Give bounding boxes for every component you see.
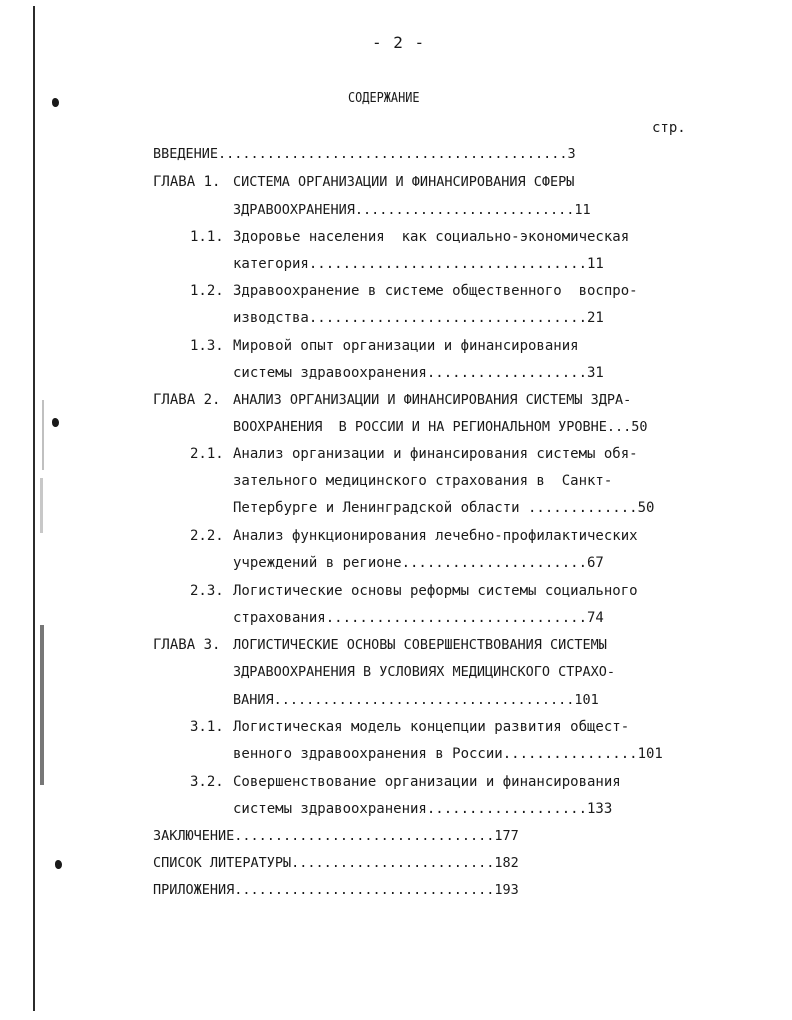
section-title: изводства.................................21 bbox=[233, 310, 604, 326]
section-title: Совершенствование организации и финансирования bbox=[233, 774, 621, 790]
chapter-number: ГЛАВА 3. bbox=[153, 637, 221, 653]
chapter-title: ВООХРАНЕНИЯ В РОССИИ И НА РЕГИОНАЛЬНОМ УРОВНЕ...50 bbox=[233, 419, 648, 435]
section-title: категория.................................11 bbox=[233, 256, 604, 272]
scan-noise bbox=[40, 625, 44, 785]
page-title: СОДЕРЖАНИЕ bbox=[348, 90, 420, 106]
scan-noise bbox=[40, 478, 43, 533]
section-title: Логистическая модель концепции развития общест- bbox=[233, 719, 630, 735]
section-number: 1.2. bbox=[190, 283, 224, 299]
chapter-title: АНАЛИЗ ОРГАНИЗАЦИИ И ФИНАНСИРОВАНИЯ СИСТЕМЫ ЗДРА- bbox=[233, 392, 632, 408]
section-title: Петербурге и Ленинградской области .............50 bbox=[233, 500, 655, 516]
scan-edge-line bbox=[33, 6, 35, 1011]
section-number: 2.1. bbox=[190, 446, 224, 462]
binding-hole-mark bbox=[52, 98, 59, 107]
chapter-title: ЗДРАВООХРАНЕНИЯ...........................11 bbox=[233, 202, 591, 218]
section-title: зательного медицинского страхования в Санкт- bbox=[233, 473, 613, 489]
section-number: 2.2. bbox=[190, 528, 224, 544]
chapter-number: ГЛАВА 1. bbox=[153, 174, 221, 190]
page-column-label: стр. bbox=[652, 120, 686, 136]
section-title: страхования...............................74 bbox=[233, 610, 604, 626]
binding-hole-mark bbox=[55, 860, 62, 869]
section-title: системы здравоохранения...................31 bbox=[233, 365, 604, 381]
section-number: 1.3. bbox=[190, 338, 224, 354]
scan-noise bbox=[42, 400, 44, 470]
section-title: системы здравоохранения...................133 bbox=[233, 801, 613, 817]
section-title: Анализ функционирования лечебно-профилактических bbox=[233, 528, 638, 544]
chapter-title: СИСТЕМА ОРГАНИЗАЦИИ И ФИНАНСИРОВАНИЯ СФЕРЫ bbox=[233, 174, 575, 190]
toc-entry-conclusion: ЗАКЛЮЧЕНИЕ................................177 bbox=[153, 828, 519, 844]
section-number: 3.1. bbox=[190, 719, 224, 735]
section-title: Анализ организации и финансирования системы обя- bbox=[233, 446, 638, 462]
section-title: учреждений в регионе......................67 bbox=[233, 555, 604, 571]
toc-entry-references: СПИСОК ЛИТЕРАТУРЫ.........................182 bbox=[153, 855, 519, 871]
section-title: Логистические основы реформы системы социального bbox=[233, 583, 638, 599]
toc-entry-intro: ВВЕДЕНИЕ...........................................3 bbox=[153, 146, 576, 162]
chapter-number: ГЛАВА 2. bbox=[153, 392, 221, 408]
chapter-title: ВАНИЯ.....................................101 bbox=[233, 692, 599, 708]
chapter-title: ЛОГИСТИЧЕСКИЕ ОСНОВЫ СОВЕРШЕНСТВОВАНИЯ СИСТЕМЫ bbox=[233, 637, 607, 653]
section-title: Здоровье населения как социально-экономическая bbox=[233, 229, 630, 245]
binding-hole-mark bbox=[52, 418, 59, 427]
section-number: 2.3. bbox=[190, 583, 224, 599]
section-title: Здравоохранение в системе общественного воспро- bbox=[233, 283, 638, 299]
section-number: 1.1. bbox=[190, 229, 224, 245]
section-title: венного здравоохранения в России................101 bbox=[233, 746, 663, 762]
section-title: Мировой опыт организации и финансирования bbox=[233, 338, 579, 354]
page-number: - 2 - bbox=[372, 33, 426, 52]
section-number: 3.2. bbox=[190, 774, 224, 790]
toc-entry-appendices: ПРИЛОЖЕНИЯ................................193 bbox=[153, 882, 519, 898]
chapter-title: ЗДРАВООХРАНЕНИЯ В УСЛОВИЯХ МЕДИЦИНСКОГО СТРАХО- bbox=[233, 664, 616, 680]
